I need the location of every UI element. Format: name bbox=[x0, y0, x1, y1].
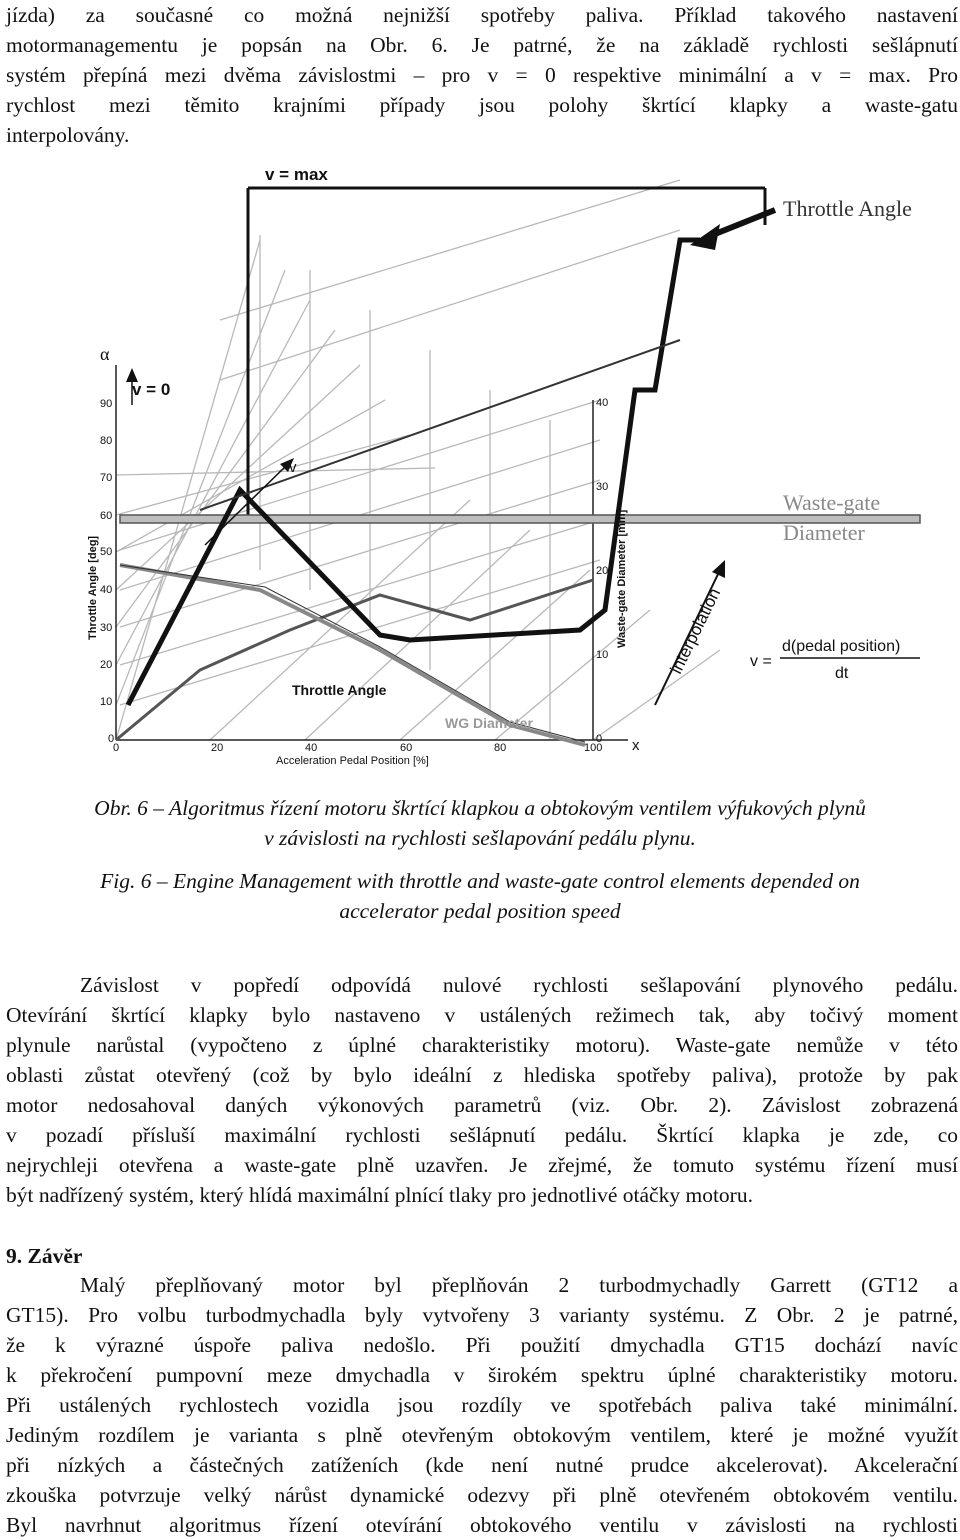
label-v: v bbox=[289, 459, 297, 476]
text-line: Jediným rozdílem je varianta s plně otevřeným obtokovým ventilem, které je možné využít bbox=[6, 1423, 958, 1447]
y2-tick: 30 bbox=[596, 481, 609, 493]
y-tick: 50 bbox=[100, 546, 113, 558]
label-wastegate-line1: Waste-gate bbox=[783, 490, 881, 515]
x-tick: 0 bbox=[113, 742, 120, 754]
text-line: GT15). Pro volbu turbodmychadla byly vytvořeny 3 varianty systému. Z Obr. 2 je patrné, bbox=[6, 1303, 958, 1327]
x-tick: 100 bbox=[584, 742, 603, 754]
text-line: při nízkých a částečných zatíženích (kde není nutné prudce akcelerovat). Akcelerační bbox=[6, 1453, 958, 1477]
y2-tick: 20 bbox=[596, 565, 609, 577]
caption-cz-line1: Obr. 6 – Algoritmus řízení motoru škrtící klapkou a obtokovým ventilem výfukových plynů bbox=[94, 796, 866, 820]
text-line: v pozadí přísluší maximální rychlosti sešlápnutí pedálu. Škrtící klapka je zde, co bbox=[6, 1123, 958, 1147]
conclusion-paragraph bbox=[6, 1270, 958, 1540]
text-line: nejrychleji otevřena a waste-gate plně uzavřen. Je zřejmé, že tomuto systému řízení musí bbox=[6, 1153, 958, 1177]
text-line: zkouška potvrzuje velký nárůst dynamické odezvy při plně otevřeném obtokovém ventilu. bbox=[6, 1483, 958, 1507]
text-line: Otevírání škrtící klapky bylo nastaveno v ustálených režimech tak, aby točivý moment bbox=[6, 1003, 958, 1027]
y-tick: 30 bbox=[100, 622, 113, 634]
text-line: Malý přeplňovaný motor byl přeplňován 2 turbodmychadly Garrett (GT12 a bbox=[80, 1273, 958, 1297]
x-tick: 60 bbox=[400, 742, 413, 754]
label-v0: v = 0 bbox=[132, 380, 171, 399]
x-tick: 20 bbox=[211, 742, 224, 754]
y-tick: 10 bbox=[100, 696, 113, 708]
formula-denominator: dt bbox=[835, 665, 849, 682]
section-heading: 9. Závěr bbox=[6, 1244, 83, 1268]
label-interpolation: interpolation bbox=[666, 585, 725, 677]
caption-cz-line2: v závislosti na rychlosti sešlapování pedálu plynu. bbox=[264, 826, 696, 850]
y-tick: 80 bbox=[100, 435, 113, 447]
y2-tick: 10 bbox=[596, 649, 609, 661]
x-tick: 80 bbox=[494, 742, 507, 754]
diagram-svg bbox=[80, 150, 960, 775]
formula-lhs: v = bbox=[750, 653, 772, 670]
y-tick: 60 bbox=[100, 510, 113, 522]
label-wg-curve: WG Diameter bbox=[445, 715, 533, 731]
text-line: že k výrazné úspoře paliva nedošlo. Při použití dmychadla GT15 dochází navíc bbox=[6, 1333, 958, 1357]
y-tick: 40 bbox=[100, 584, 113, 596]
text-line: Byl navrhnut algoritmus řízení otevírání obtokového ventilu v závislosti na rychlosti bbox=[6, 1513, 958, 1537]
text-line: Závislost v popředí odpovídá nulové rychlosti sešlapování plynového pedálu. bbox=[80, 973, 958, 997]
text-line: k překročení pumpovní meze dmychadla v širokém spektru úplné charakteristiky motoru. bbox=[6, 1363, 958, 1387]
caption-en-line2: accelerator pedal position speed bbox=[339, 899, 621, 923]
text-line: interpolovány. bbox=[6, 123, 130, 147]
axis-y-title: Throttle Angle [deg] bbox=[87, 535, 99, 640]
label-wastegate-line2: Diameter bbox=[783, 520, 865, 545]
x-tick: 40 bbox=[305, 742, 318, 754]
y-tick: 70 bbox=[100, 472, 113, 484]
caption-en-line1: Fig. 6 – Engine Management with throttle and waste-gate control elements depended on bbox=[100, 869, 860, 893]
text-line: Při ustálených rychlostech vozidla jsou rozdíly ve spotřebách paliva také minimální. bbox=[6, 1393, 958, 1417]
label-vmax: v = max bbox=[265, 165, 328, 184]
text-line: být nadřízený systém, který hlídá maximální plnící tlaky pro jednotlivé otáčky motoru. bbox=[6, 1183, 753, 1207]
axis-y2-title: Waste-gate Diameter [mm] bbox=[616, 509, 628, 648]
y-tick: 0 bbox=[108, 733, 115, 745]
formula-numerator: d(pedal position) bbox=[782, 638, 901, 655]
label-throttle-curve: Throttle Angle bbox=[292, 682, 387, 698]
perspective-grid bbox=[116, 180, 720, 740]
label-alpha: α bbox=[100, 344, 110, 364]
text-line: motormanagementu je popsán na Obr. 6. Je patrné, že na základě rychlosti sešlápnutí bbox=[6, 33, 958, 57]
text-line: plynule narůstal (vypočteno z úplné charakteristiky motoru). Waste-gate nemůže v této bbox=[6, 1033, 958, 1057]
y-tick: 90 bbox=[100, 398, 113, 410]
body-paragraph bbox=[6, 970, 958, 1210]
y2-tick: 40 bbox=[596, 397, 609, 409]
intro-paragraph bbox=[6, 0, 958, 150]
text-line: systém přepíná mezi dvěma závislostmi – pro v = 0 respektive minimální a v = max. Pro bbox=[6, 63, 958, 87]
axis-x-title: Acceleration Pedal Position [%] bbox=[276, 755, 429, 767]
arrow-icon bbox=[690, 224, 720, 250]
text-line: rychlost mezi těmito krajními případy jsou polohy škrtící klapky a waste-gatu bbox=[6, 93, 958, 117]
y2-tick: 0 bbox=[596, 733, 603, 745]
text-line: jízda) za současné co možná nejnižší spotřeby paliva. Příklad takového nastavení bbox=[6, 3, 958, 27]
figure-6-diagram bbox=[80, 150, 960, 775]
text-line: motor nedosahoval daných výkonových parametrů (viz. Obr. 2). Závislost zobrazená bbox=[6, 1093, 958, 1117]
label-throttle-angle-top: Throttle Angle bbox=[783, 196, 912, 221]
y-tick: 20 bbox=[100, 659, 113, 671]
axis-x-letter: x bbox=[632, 737, 640, 754]
text-line: oblasti zůstat otevřený (což by bylo ideální z hlediska spotřeby paliva), protože by pak bbox=[6, 1063, 958, 1087]
